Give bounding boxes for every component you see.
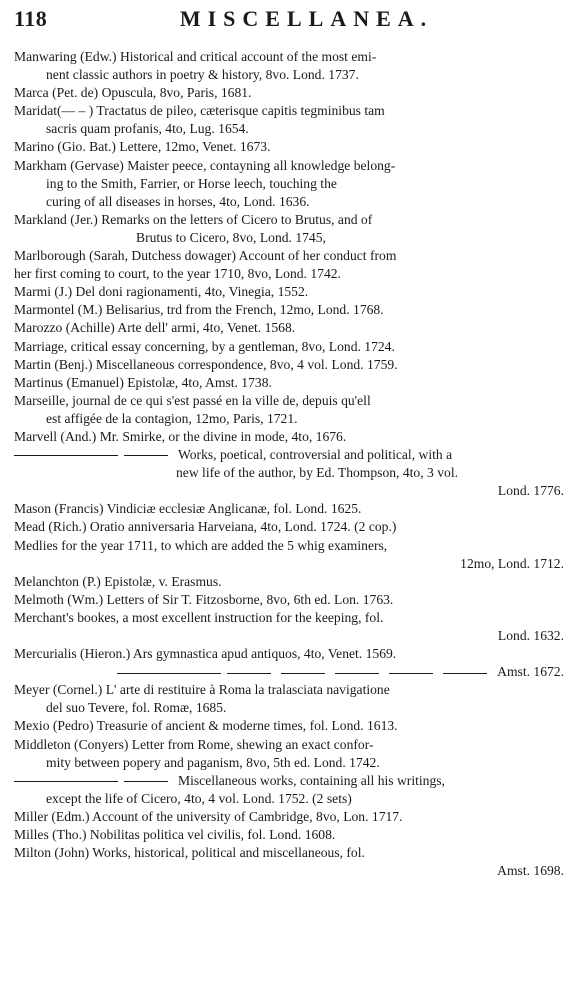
catalogue-entry: [14, 537, 564, 573]
catalogue-entry: [14, 573, 564, 591]
catalogue-entry: [14, 428, 564, 446]
ditto-rule: [14, 455, 118, 456]
catalogue-entry: [14, 591, 564, 609]
catalogue-entry: [14, 844, 564, 880]
catalogue-entry: [14, 500, 564, 518]
entry-line: Marozzo (Achille) Arte dell' armi, 4to, Venet. 1568.: [14, 320, 296, 336]
entry-line: Miscellaneous works, containing all his writings,: [178, 772, 445, 788]
entry-line: Marino (Gio. Bat.) Lettere, 12mo, Venet. 1673.: [14, 139, 271, 155]
entry-line: Manwaring (Edw.) Historical and critical account of the most emi-: [14, 49, 377, 64]
catalogue-entry: [14, 84, 564, 102]
running-head: MISCELLANEA.: [179, 6, 434, 31]
ditto-rule: [389, 673, 433, 674]
catalogue-entry: [14, 338, 564, 356]
entry-line: Works, poetical, controversial and political, with a: [178, 447, 453, 463]
ditto-rule: [281, 673, 325, 674]
ditto-rule: [117, 673, 221, 674]
entry-line: Marriage, critical essay concerning, by a gentleman, 8vo, Lond. 1724.: [14, 338, 395, 354]
catalogue-entry: [14, 609, 564, 645]
entry-line: curing of all diseases in horses, 4to, Lond. 1636.: [46, 193, 310, 209]
entry-line: Martin (Benj.) Miscellaneous correspondence, 8vo, 4 vol. Lond. 1759.: [14, 356, 398, 372]
catalogue-entry: [14, 211, 564, 247]
catalogue-entry: [14, 247, 564, 283]
entry-line: mity between popery and paganism, 8vo, 5th ed. Lond. 1742.: [46, 754, 380, 770]
catalogue-entry: [14, 319, 564, 337]
catalogue-entry-ditto: [14, 446, 564, 500]
entry-line: Brutus to Cicero, 8vo, Lond. 1745,: [136, 229, 326, 245]
catalogue-entry: [14, 717, 564, 735]
page-number: 118: [14, 6, 48, 31]
catalogue-entry: [14, 808, 564, 826]
entry-line: Melmoth (Wm.) Letters of Sir T. Fitzosborne, 8vo, 6th ed. Lon. 1763.: [14, 591, 394, 607]
catalogue-entry: [14, 138, 564, 156]
entry-line: Amst. 1672.: [497, 664, 564, 680]
ditto-rule: [443, 673, 487, 674]
entry-line: Milles (Tho.) Nobilitas politica vel civilis, fol. Lond. 1608.: [14, 827, 336, 843]
entry-line: sacris quam profanis, 4to, Lug. 1654.: [46, 121, 249, 137]
entry-line: Milton (John) Works, historical, political and miscellaneous, fol.: [14, 845, 365, 861]
entry-line: Amst. 1698.: [497, 863, 564, 879]
entry-line: Mead (Rich.) Oratio anniversaria Harveiana, 4to, Lond. 1724. (2 cop.): [14, 519, 397, 535]
catalogue-entry: [14, 826, 564, 844]
entry-line: Marvell (And.) Mr. Smirke, or the divine in mode, 4to, 1676.: [14, 428, 347, 444]
entry-line: new life of the author, by Ed. Thompson, 4to, 3 vol.: [176, 465, 458, 481]
catalogue-entry: [14, 283, 564, 301]
entry-line: Marca (Pet. de) Opuscula, 8vo, Paris, 1681.: [14, 85, 252, 101]
entry-line: Maridat(— – ) Tractatus de pileo, cæterisque capitis tegminibus tam: [14, 103, 385, 119]
catalogue-entry: [14, 518, 564, 536]
entry-line: nent classic authors in poetry & history, 8vo. Lond. 1737.: [46, 67, 359, 83]
catalogue-entry: [14, 736, 564, 772]
entry-line: Markham (Gervase) Maister peece, contayning all knowledge belong-: [14, 157, 396, 173]
entry-line: Markland (Jer.) Remarks on the letters of Cicero to Brutus, and of: [14, 211, 373, 227]
ditto-rule: [227, 673, 271, 674]
entry-line: Mercurialis (Hieron.) Ars gymnastica apud antiquos, 4to, Venet. 1569.: [14, 646, 397, 662]
entry-line: except the life of Cicero, 4to, 4 vol. Lond. 1752. (2 sets): [46, 790, 352, 806]
catalogue-entry: [14, 374, 564, 392]
catalogue-entry: [14, 102, 564, 138]
entry-line: Marseille, journal de ce qui s'est passé en la ville de, depuis qu'ell: [14, 392, 371, 408]
catalogue-entry: [14, 392, 564, 428]
page-header: [14, 4, 559, 38]
entry-line: Martinus (Emanuel) Epistolæ, 4to, Amst. 1738.: [14, 374, 272, 390]
entry-line: Mexio (Pedro) Treasurie of ancient & moderne times, fol. Lond. 1613.: [14, 718, 398, 734]
entry-line: Meyer (Cornel.) L' arte di restituire à Roma la tralasciata navigatione: [14, 682, 390, 698]
entry-line: Marmontel (M.) Belisarius, trd from the French, 12mo, Lond. 1768.: [14, 302, 384, 318]
entry-line: est affigée de la contagion, 12mo, Paris, 1721.: [46, 410, 298, 426]
catalogue-entry: [14, 157, 564, 211]
entry-line: Melanchton (P.) Epistolæ, v. Erasmus.: [14, 573, 222, 589]
entry-line: Mason (Francis) Vindiciæ ecclesiæ Anglicanæ, fol. Lond. 1625.: [14, 501, 362, 517]
ditto-rule: [124, 781, 168, 782]
entry-line: ing to the Smith, Farrier, or Horse leech, touching the: [46, 175, 337, 191]
entry-line: Medlies for the year 1711, to which are added the 5 whig examiners,: [14, 537, 388, 553]
ditto-rule: [124, 455, 168, 456]
catalogue-entries: [14, 48, 564, 880]
catalogue-entry: [14, 645, 564, 681]
entry-line: Marmi (J.) Del doni ragionamenti, 4to, Vinegia, 1552.: [14, 284, 309, 300]
entry-line: Lond. 1776.: [497, 483, 564, 499]
catalogue-entry: [14, 301, 564, 319]
ditto-rule: [335, 673, 379, 674]
catalogue-entry: [14, 356, 564, 374]
catalogue-entry-ditto: [14, 772, 564, 808]
ditto-rule: [14, 781, 118, 782]
entry-line: Merchant's bookes, a most excellent instruction for the keeping, fol.: [14, 609, 384, 625]
entry-line: 12mo, Lond. 1712.: [460, 555, 564, 571]
entry-line: Lond. 1632.: [497, 628, 564, 643]
entry-line: Marlborough (Sarah, Dutchess dowager) Account of her conduct from: [14, 248, 397, 264]
entry-line: her first coming to court, to the year 1710, 8vo, Lond. 1742.: [14, 266, 341, 282]
catalogue-entry: [14, 48, 564, 84]
catalogue-entry: [14, 681, 564, 717]
entry-line: del suo Tevere, fol. Romæ, 1685.: [46, 700, 227, 716]
entry-line: Miller (Edm.) Account of the university of Cambridge, 8vo, Lon. 1717.: [14, 808, 403, 824]
entry-line: Middleton (Conyers) Letter from Rome, shewing an exact confor-: [14, 736, 374, 752]
